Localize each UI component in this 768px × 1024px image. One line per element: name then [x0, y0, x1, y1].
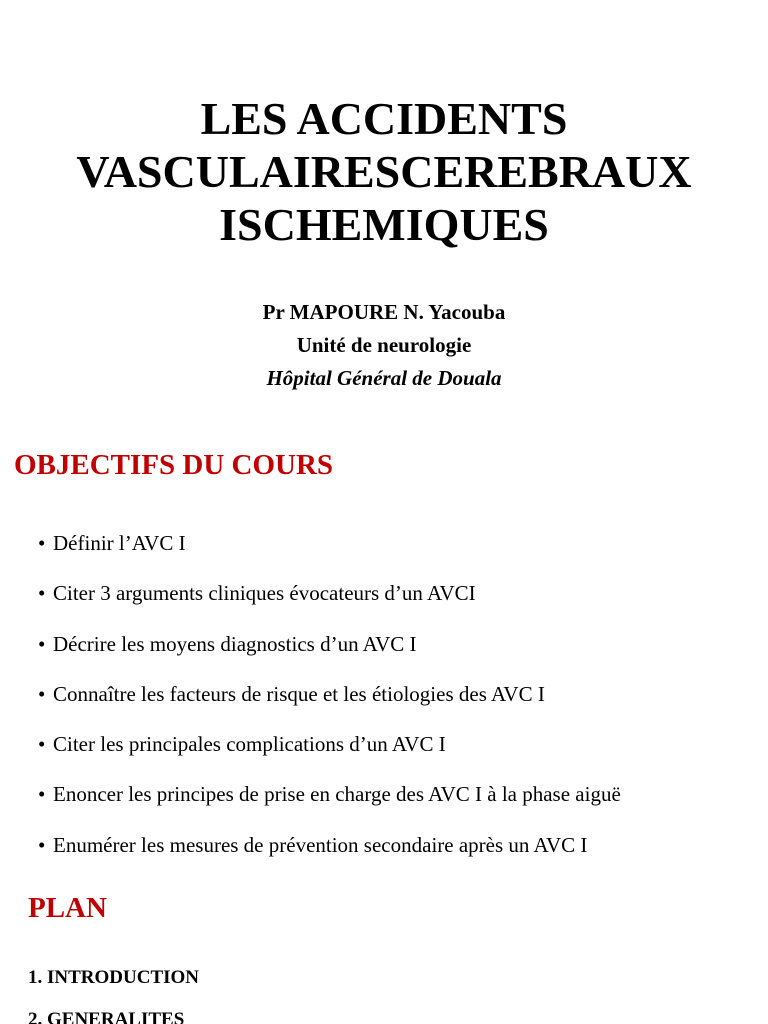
objective-item	[38, 820, 758, 870]
bullet-icon: •	[38, 681, 46, 706]
plan-item: 1. INTRODUCTION	[28, 967, 200, 988]
objectives-heading: OBJECTIFS DU COURS	[14, 449, 334, 481]
author-unit: Unité de neurologie	[296, 333, 472, 357]
bullet-icon: •	[38, 782, 46, 807]
bullet-icon: •	[38, 832, 46, 857]
plan-heading: PLAN	[28, 892, 107, 924]
objective-text: Définir l’AVC I	[53, 531, 186, 555]
author-name: Pr MAPOURE N. Yacouba	[262, 300, 506, 324]
author-block	[0, 296, 768, 395]
objective-text: Enumérer les mesures de prévention secondaire après un AVC I	[53, 832, 588, 857]
objective-text: Décrire les moyens diagnostics d’un AVC I	[53, 631, 417, 656]
title-line-3: ISCHEMIQUES	[219, 199, 549, 250]
title-line-1: LES ACCIDENTS	[200, 93, 568, 144]
objective-text: Enoncer les principes de prise en charge des AVC I à la phase aiguë	[53, 782, 621, 807]
objective-item	[38, 769, 758, 819]
objective-item	[38, 719, 758, 769]
objective-item	[38, 669, 758, 719]
objective-text: Citer les principales complications d’un AVC I	[53, 732, 446, 757]
objective-item	[38, 568, 758, 618]
plan-list	[28, 957, 199, 1024]
document-title	[0, 92, 768, 251]
bullet-icon: •	[38, 631, 46, 656]
objective-text: Connaître les facteurs de risque et les étiologies des AVC I	[53, 681, 545, 706]
bullet-icon: •	[38, 732, 46, 757]
author-hospital: Hôpital Général de Douala	[266, 366, 502, 390]
objective-item	[38, 518, 758, 568]
title-line-2: VASCULAIRESCEREBRAUX	[76, 146, 692, 197]
plan-item: 2. GENERALITES	[28, 1009, 185, 1024]
bullet-icon: •	[38, 531, 46, 555]
bullet-icon: •	[38, 581, 46, 606]
objectives-list	[38, 518, 758, 870]
objective-item	[38, 619, 758, 669]
objective-text: Citer 3 arguments cliniques évocateurs d’un AVCI	[53, 581, 476, 606]
